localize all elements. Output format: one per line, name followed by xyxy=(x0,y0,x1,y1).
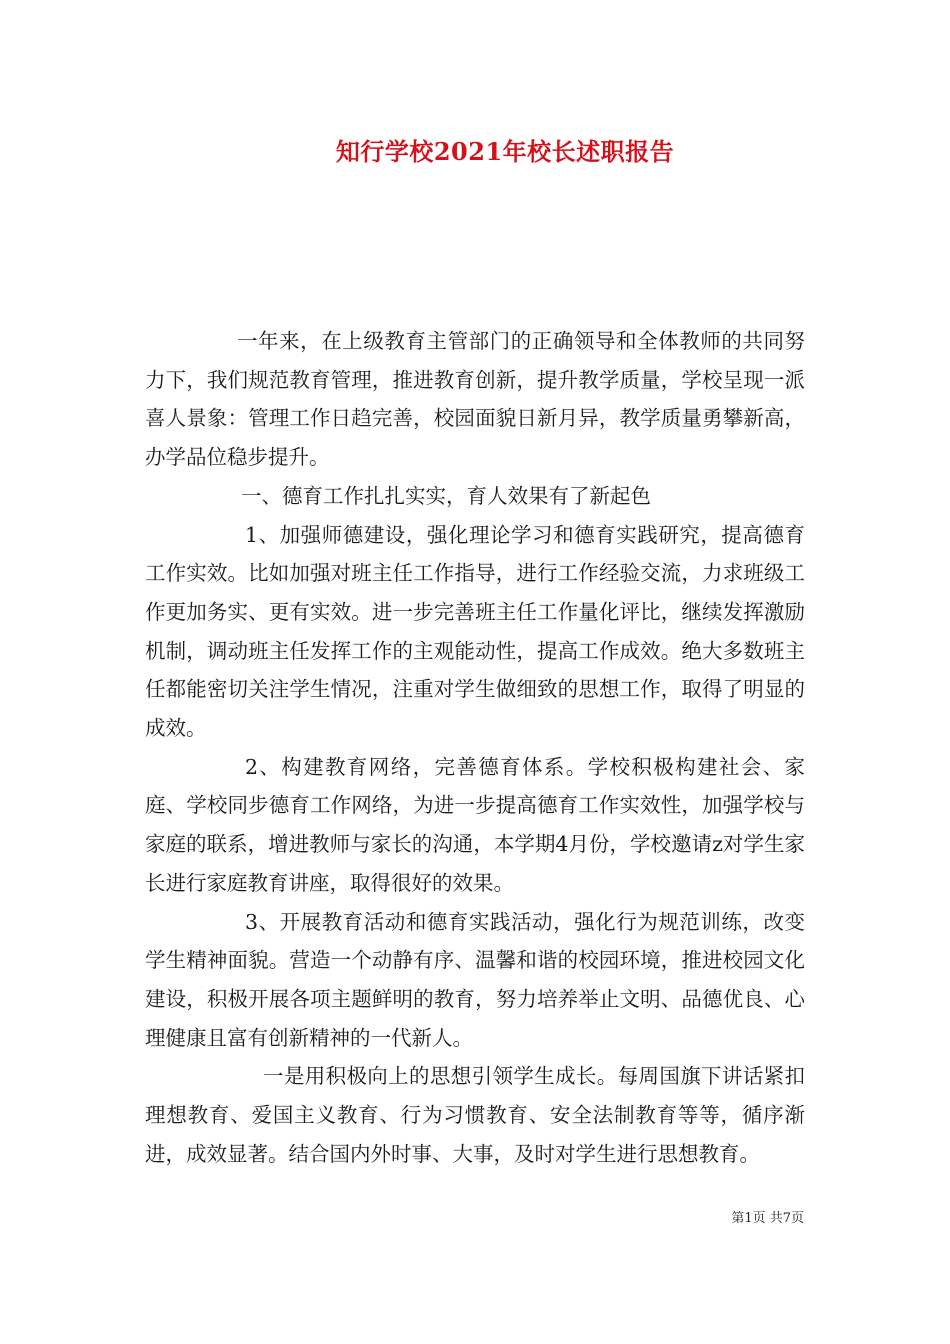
page-number: 第1页 共7页 xyxy=(731,1211,804,1226)
section-heading: 一、德育工作扎扎实实，育人效果有了新起色 xyxy=(241,483,651,508)
paragraph-item-3: 3、开展教育活动和德育实践活动，强化行为规范训练，改变学生精神面貌。营造一个动静有序、温馨和谐的校园环境，推进校园文化建设，积极开展各项主题鲜明的教育，努力培养举止文明、品德优良、心理健康且富有创新精神的一代新人。 xyxy=(145,909,805,1050)
paragraph-intro: 一年来，在上级教育主管部门的正确领导和全体教师的共同努力下，我们规范教育管理，推进教育创新，提升教学质量，学校呈现一派喜人景象：管理工作日趋完善，校园面貌日新月异，教学质量勇攀新高，办学品位稳步提升。 xyxy=(145,329,805,470)
paragraph-point-1: 一是用积极向上的思想引领学生成长。每周国旗下讲话紧扣理想教育、爱国主义教育、行为习惯教育、安全法制教育等等，循序渐进，成效显著。结合国内外时事、大事，及时对学生进行思想教育。 xyxy=(145,1064,805,1166)
paragraph-item-2: 2、构建教育网络，完善德育体系。学校积极构建社会、家庭、学校同步德育工作网络，为进一步提高德育工作实效性，加强学校与家庭的联系，增进教师与家长的沟通，本学期4月份，学校邀请z对学生家长进行家庭教育讲座，取得很好的效果。 xyxy=(145,754,805,895)
paragraph-item-1: 1、加强师德建设，强化理论学习和德育实践研究，提高德育工作实效。比如加强对班主任工作指导，进行工作经验交流，力求班级工作更加务实、更有实效。进一步完善班主任工作量化评比，继续发挥激励机制，调动班主任发挥工作的主观能动性，提高工作成效。绝大多数班主任都能密切关注学生情况，注重对学生做细致的思想工作，取得了明显的成效。 xyxy=(145,522,805,741)
document-title: 知行学校2021年校长述职报告 xyxy=(335,137,675,166)
document-body xyxy=(145,322,805,1173)
